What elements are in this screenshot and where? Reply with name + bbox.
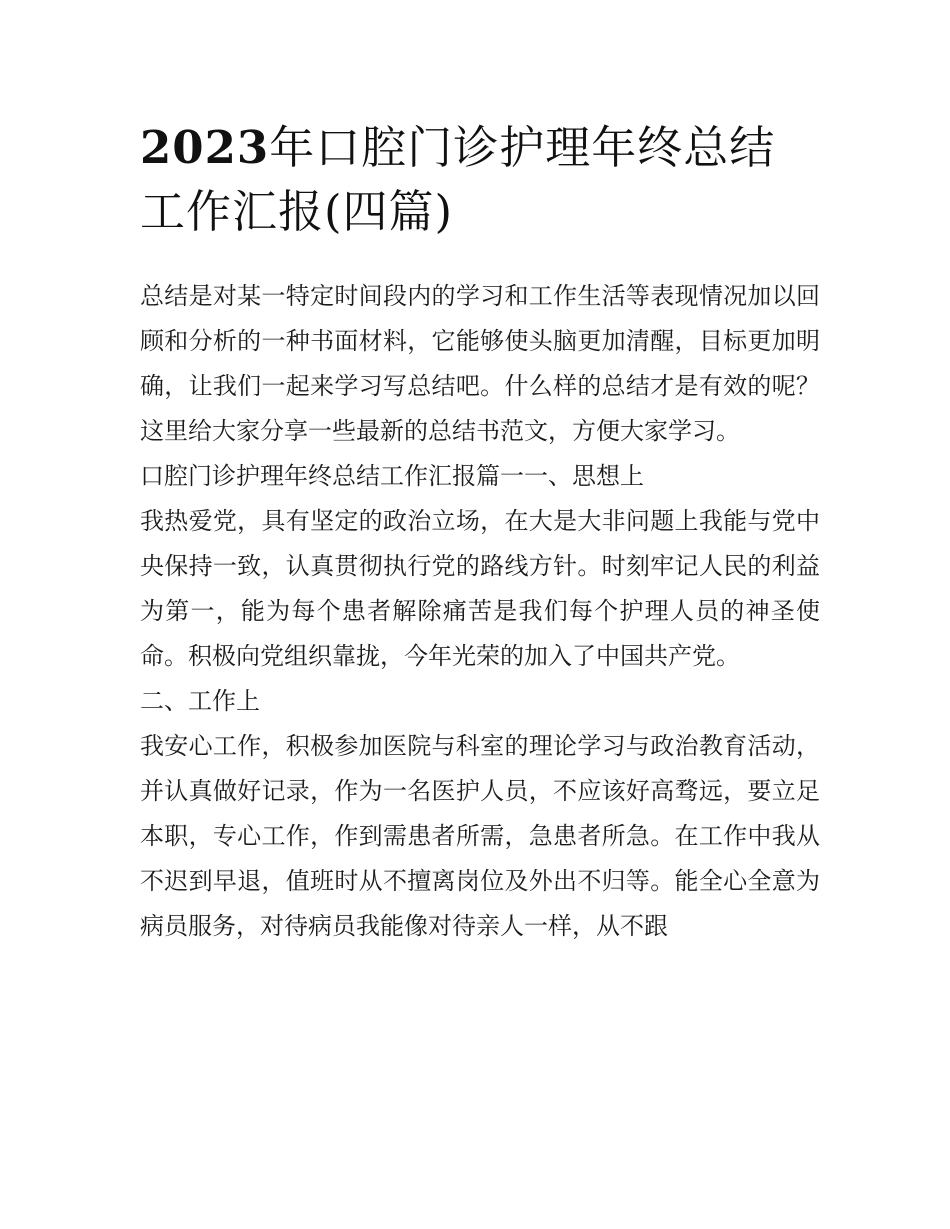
title-line-1-text: 年口腔门诊护理年终总结 xyxy=(269,121,776,174)
intro-paragraph: 总结是对某一特定时间段内的学习和工作生活等表现情况加以回顾和分析的一种书面材料，它能够使头脑更加清醒，目标更加明确，让我们一起来学习写总结吧。什么样的总结才是有效的呢？这里给大家分享一些最新的总结书范文，方便大家学习。 xyxy=(140,282,820,445)
title-line-1 xyxy=(140,116,820,180)
document-body xyxy=(140,274,820,949)
section-1-heading: 口腔门诊护理年终总结工作汇报篇一一、思想上 xyxy=(140,462,644,490)
title-year: 2023 xyxy=(140,121,270,174)
title-line-2: 工作汇报(四篇) xyxy=(140,185,454,238)
document-content xyxy=(140,116,820,949)
document-title xyxy=(140,116,820,244)
section-1-paragraph: 我热爱党，具有坚定的政治立场，在大是大非问题上我能与党中央保持一致，认真贯彻执行党的路线方针。时刻牢记人民的利益为第一，能为每个患者解除痛苦是我们每个护理人员的神圣使命。积极向党组织靠拢，今年光荣的加入了中国共产党。 xyxy=(140,507,820,670)
section-2-heading: 二、工作上 xyxy=(140,687,260,715)
section-2-paragraph: 我安心工作，积极参加医院与科室的理论学习与政治教育活动，并认真做好记录，作为一名医护人员，不应该好高骛远，要立足本职，专心工作，作到需患者所需，急患者所急。在工作中我从不迟到早退，值班时从不擅离岗位及外出不归等。能全心全意为病员服务，对待病员我能像对待亲人一样，从不跟 xyxy=(140,732,820,940)
